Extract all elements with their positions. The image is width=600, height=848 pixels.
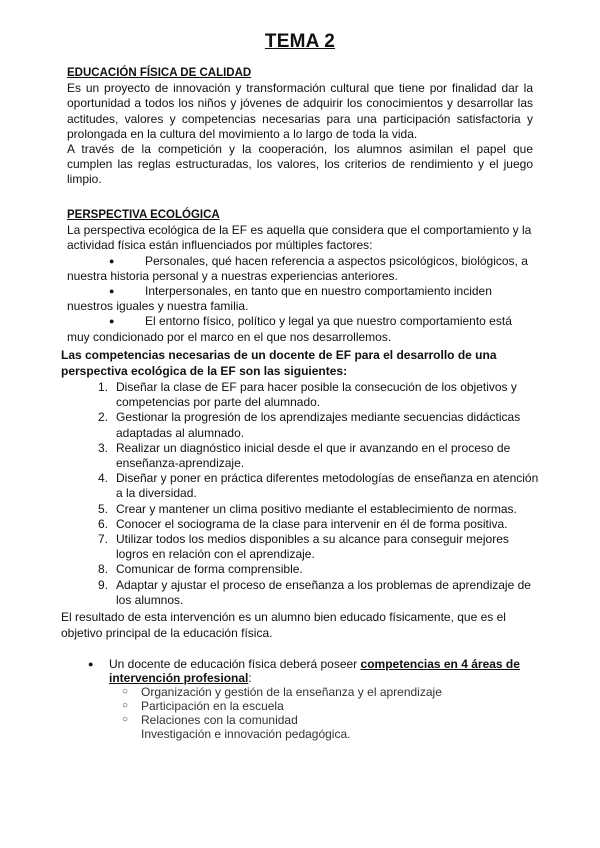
list-item (98, 532, 543, 562)
item-number: 4. (98, 471, 109, 486)
bullet-icon: ● (88, 659, 94, 669)
factor-text: El entorno físico, político y legal ya que nuestro comportamiento está muy condicionado por el marco en el que nos desarrollemos. (67, 314, 512, 344)
item-number: 9. (98, 577, 109, 592)
ecologica-heading: PERSPECTIVA ECOLÓGICA (67, 209, 220, 221)
calidad-heading: EDUCACIÓN FÍSICA DE CALIDAD (67, 67, 252, 79)
item-text: Conocer el sociograma de la clase para intervenir en él de forma positiva. (116, 516, 508, 531)
list-item (67, 254, 533, 284)
circle-bullet-icon: ○ (122, 700, 129, 711)
competencias-heading: Las competencias necesarias de un docente de EF para el desarrollo de una perspectiva ecológica de la EF son las siguientes: (61, 348, 497, 378)
list-item (98, 410, 543, 440)
item-number: 1. (98, 380, 109, 394)
area-text: Relaciones con la comunidad (141, 713, 298, 727)
item-text: Gestionar la progresión de los aprendizajes mediante secuencias didácticas adaptadas al alumnado. (116, 410, 521, 440)
item-number: 5. (98, 501, 109, 516)
circle-bullet-icon: ○ (122, 686, 129, 697)
list-item (98, 502, 543, 517)
item-text: Adaptar y ajustar el proceso de enseñanza a los problemas de aprendizaje de los alumnos. (116, 577, 531, 607)
item-text: Diseñar la clase de EF para hacer posible la consecución de los objetivos y competencias por parte del alumnado. (116, 380, 517, 410)
circle-bullet-icon: ○ (122, 714, 129, 725)
ecologica-intro: La perspectiva ecológica de la EF es aquella que considera que el comportamiento y la actividad física están influenciados por múltiples factores: (67, 223, 532, 253)
calidad-section (67, 66, 533, 188)
item-text: Realizar un diagnóstico inicial desde el que ir avanzando en el proceso de enseñanza-aprendizaje. (116, 440, 511, 471)
item-number: 2. (98, 410, 109, 425)
bullet-icon: ● (109, 286, 115, 297)
list-item (98, 471, 543, 501)
list-item (98, 517, 543, 532)
bullet-icon: ● (109, 316, 115, 327)
areas-sublist (122, 685, 548, 741)
list-item (122, 685, 548, 699)
item-number: 8. (98, 562, 109, 577)
areas-emphasis: competencias en 4 áreas de intervención profesional (109, 657, 520, 685)
list-item (98, 380, 543, 410)
ecologica-section (67, 208, 533, 345)
area-text: Participación en la escuela (141, 699, 284, 713)
list-item (67, 284, 533, 314)
bullet-icon: ● (109, 255, 115, 266)
item-text: Utilizar todos los medios disponibles a su alcance para conseguir mejores logros en relación con el aprendizaje. (116, 532, 509, 562)
competencias-list (98, 380, 543, 608)
item-number: 7. (98, 532, 109, 547)
area-continuation: Investigación e innovación pedagógica. (141, 727, 351, 741)
area-text: Organización y gestión de la enseñanza y el aprendizaje (141, 685, 442, 699)
calidad-paragraph-2: A través de la competición y la cooperación, los alumnos asimilan el papel que cumplen las reglas estructuradas, los valores, los criterios de rendimiento y el juego limpio. (67, 142, 533, 187)
factor-text: Personales, qué hacen referencia a aspectos psicológicos, biológicos, a nuestra historia personal y a nuestras experiencias anteriores. (67, 253, 528, 283)
areas-section (88, 657, 548, 741)
item-text: Diseñar y poner en práctica diferentes metodologías de enseñanza en atención a la diversidad. (116, 471, 539, 501)
list-item (98, 441, 543, 471)
list-item (122, 713, 548, 727)
areas-lead (88, 657, 548, 685)
competencias-conclusion: El resultado de esta intervención es un alumno bien educado físicamente, que es el objetivo principal de la educación física. (61, 610, 506, 640)
factors-list (67, 254, 533, 345)
list-item (122, 699, 548, 713)
item-text: Crear y mantener un clima positivo mediante el establecimiento de normas. (116, 501, 517, 516)
page-title: TEMA 2 (264, 31, 336, 52)
factor-text: Interpersonales, en tanto que en nuestro comportamiento inciden nuestros iguales y nuestra familia. (67, 284, 492, 314)
list-item (98, 578, 543, 608)
list-item (67, 314, 533, 344)
item-number: 3. (98, 440, 109, 455)
calidad-paragraph-1: Es un proyecto de innovación y transformación cultural que tiene por finalidad dar la oportunidad a todos los niños y jóvenes de adquirir los conocimientos y desarrollar las actitudes, valores y competencias necesarias para una participación satisfactoria y prolongada en la cultura del movimiento a lo largo de toda la vida. (67, 81, 533, 141)
areas-colon: : (248, 671, 252, 685)
item-text: Comunicar de forma comprensible. (116, 562, 303, 577)
item-number: 6. (98, 516, 109, 531)
list-item (98, 562, 543, 577)
areas-lead-text: Un docente de educación física deberá poseer (109, 657, 361, 671)
